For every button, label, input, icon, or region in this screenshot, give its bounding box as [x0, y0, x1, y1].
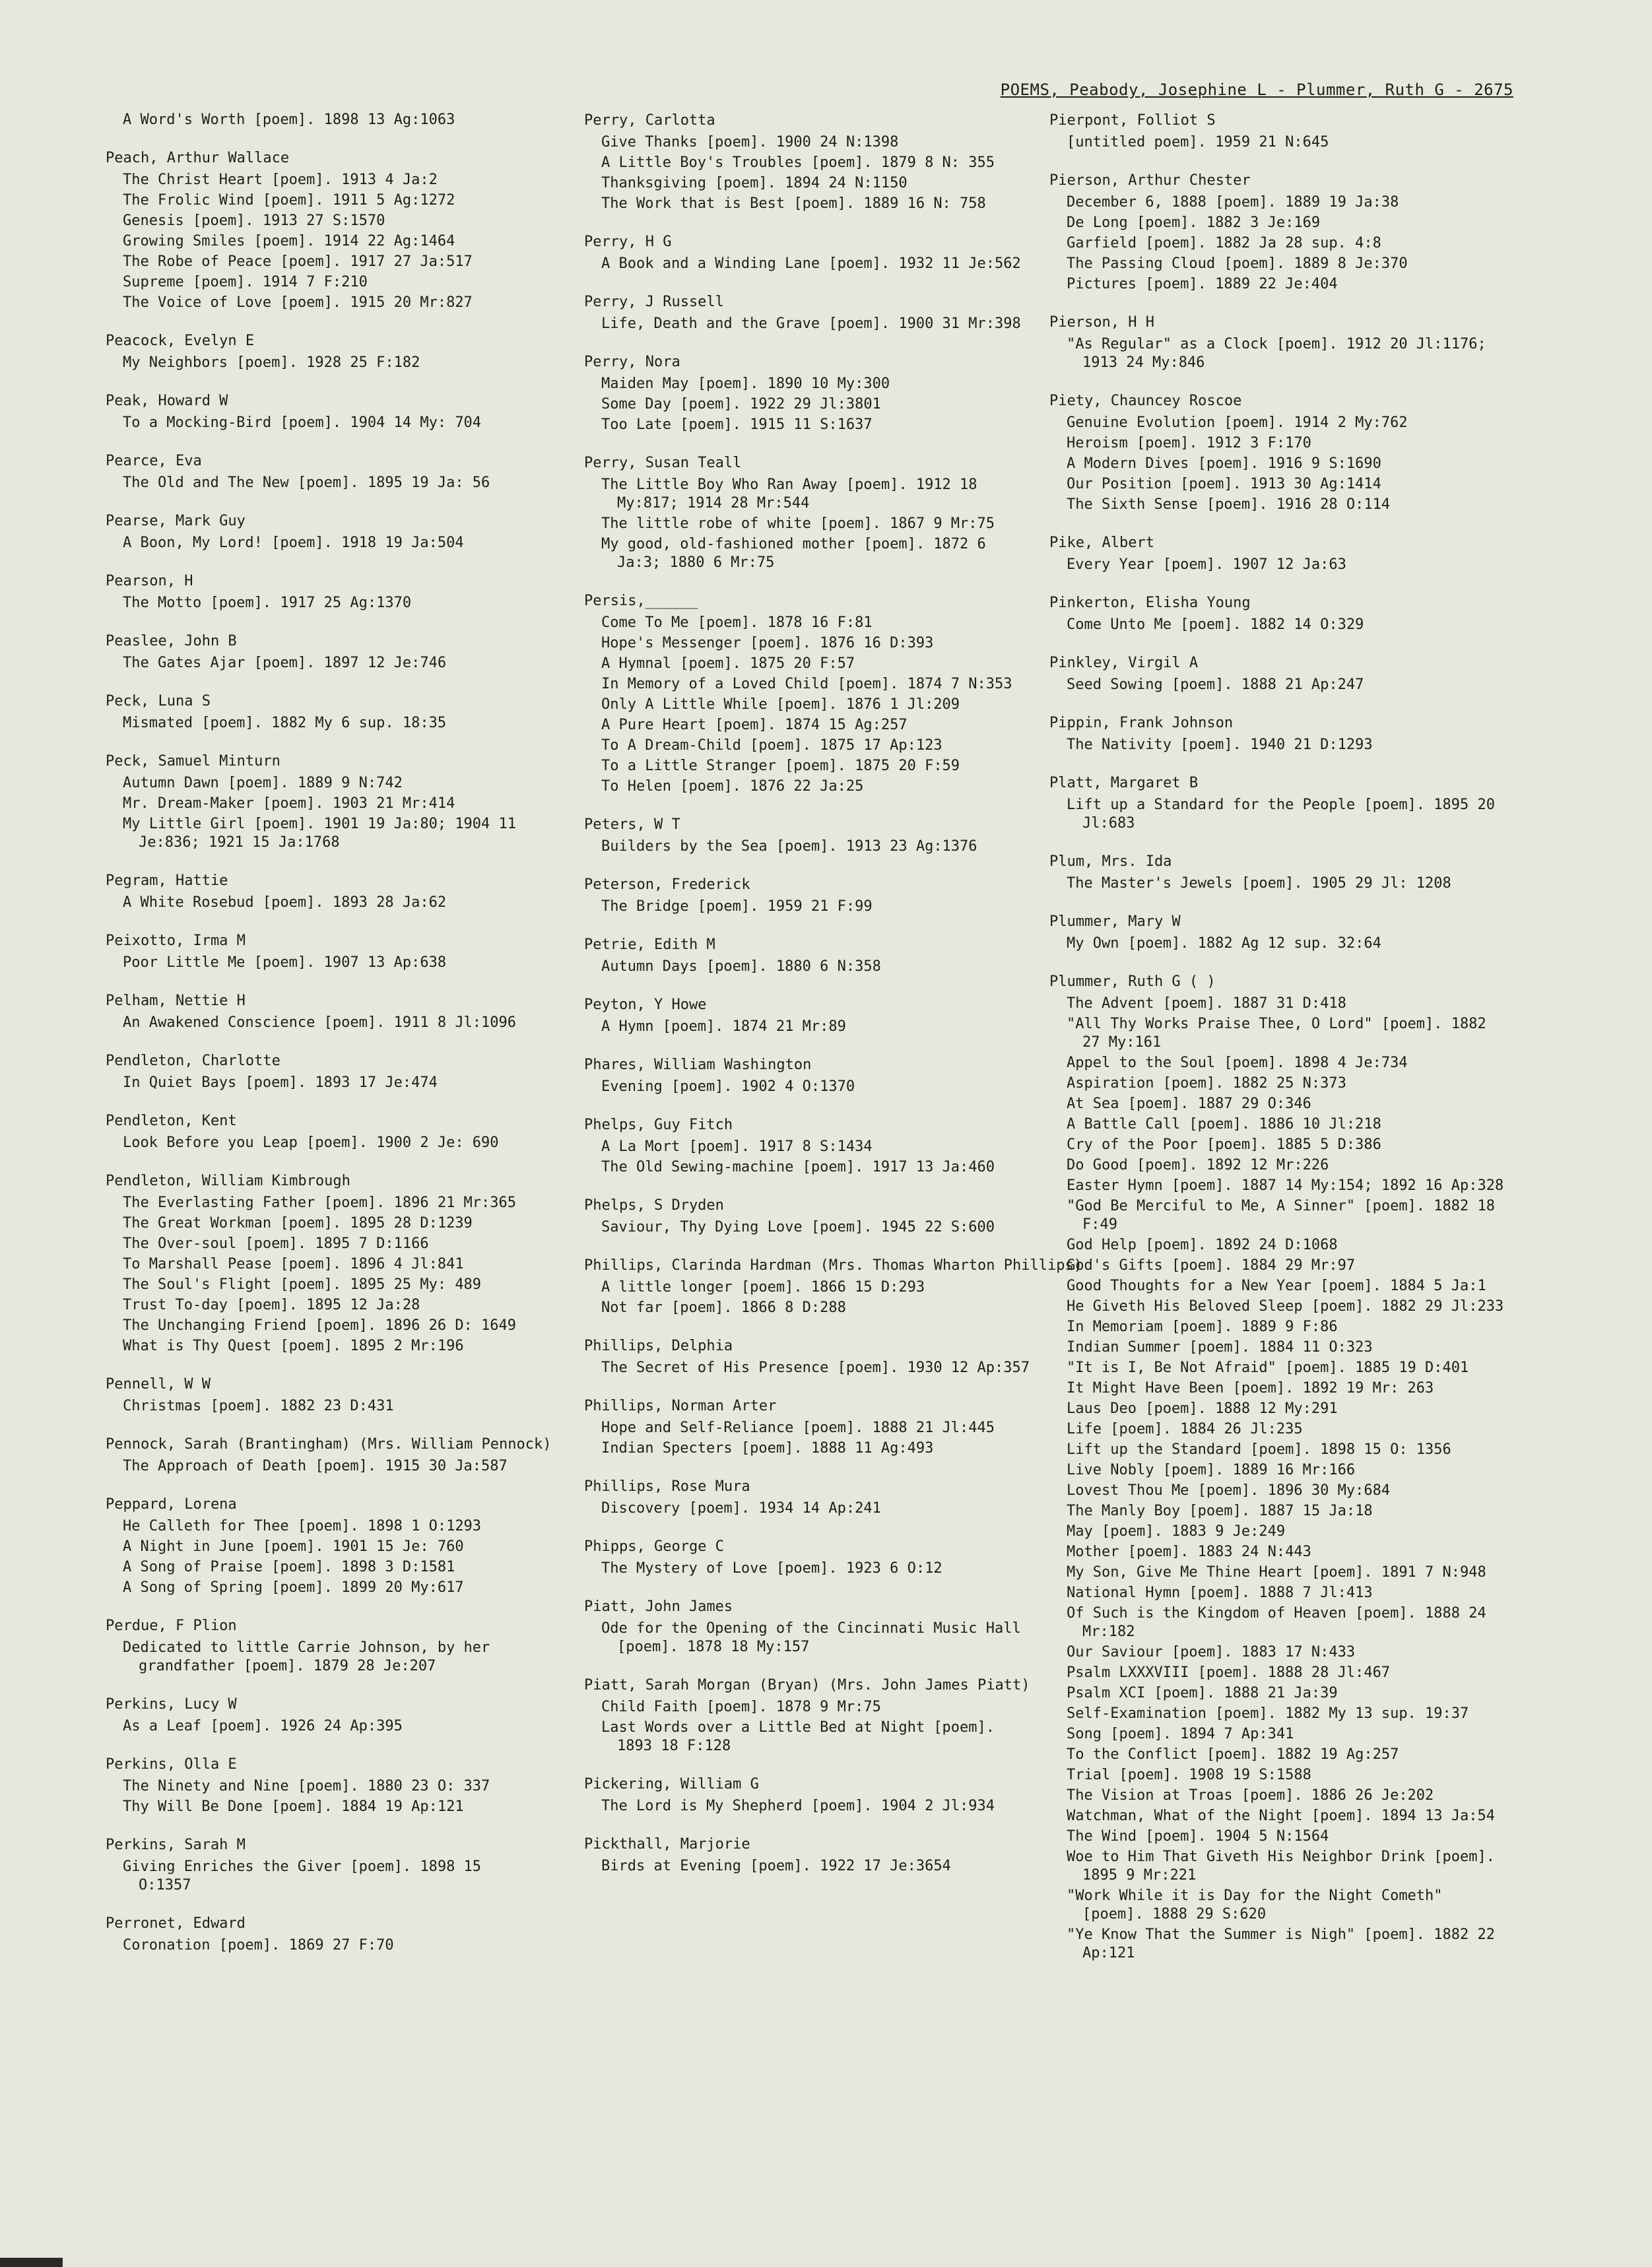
work-citation: The Robe of Peace [poem]. 1917 27 Ja:517 [123, 253, 473, 270]
work-citation: In Quiet Bays [poem]. 1893 17 Je:474 [123, 1074, 438, 1091]
work-citation: Our Position [poem]. 1913 30 Ag:1414 [1067, 476, 1381, 492]
work-citation: Live Nobly [poem]. 1889 16 Mr:166 [1067, 1462, 1356, 1478]
index-entry [1049, 533, 1511, 574]
author-heading: Pelham, Nettie H [106, 993, 246, 1009]
work-citation: Look Before you Leap [poem]. 1900 2 Je: 690 [123, 1134, 499, 1151]
work-citation: He Calleth for Thee [poem]. 1898 1 O:1293 [123, 1518, 482, 1534]
work-citation: Coronation [poem]. 1869 27 F:70 [123, 1937, 394, 1954]
index-entry [584, 1115, 1033, 1177]
work-citation: The Great Workman [poem]. 1895 28 D:1239 [123, 1215, 473, 1232]
author-heading: Perkins, Olla E [106, 1756, 237, 1773]
author-heading: Perry, Nora [584, 354, 680, 370]
index-entry [106, 1835, 535, 1895]
index-entry [584, 232, 1033, 273]
author-heading: Plummer, Mary W [1049, 913, 1181, 930]
work-citation: A Book and a Winding Lane [poem]. 1932 11 Je:562 [601, 255, 1021, 272]
index-entry [1049, 852, 1511, 893]
work-citation: A Battle Call [poem]. 1886 10 Jl:218 [1067, 1116, 1381, 1133]
work-citation: My good, old-fashioned mother [poem]. 1872 6 Ja:3; 1880 6 Mr:75 [601, 536, 986, 571]
author-heading: Pennock, Sarah (Brantingham) (Mrs. William Pennock) [106, 1436, 552, 1453]
work-citation: He Giveth His Beloved Sleep [poem]. 1882 29 Jl:233 [1067, 1298, 1504, 1315]
work-citation: The Christ Heart [poem]. 1913 4 Ja:2 [123, 172, 438, 188]
author-heading: Persis,______ [584, 593, 698, 609]
work-citation: Hope's Messenger [poem]. 1876 16 D:393 [601, 635, 934, 651]
index-entry [1049, 391, 1511, 514]
index-entry [584, 1835, 1033, 1876]
work-citation: Appel to the Soul [poem]. 1898 4 Je:734 [1067, 1055, 1408, 1071]
work-citation: [untitled poem]. 1959 21 N:645 [1067, 134, 1329, 150]
index-entry [1049, 111, 1511, 152]
work-citation: My Son, Give Me Thine Heart [poem]. 1891 7 N:948 [1067, 1564, 1486, 1581]
work-citation: Autumn Dawn [poem]. 1889 9 N:742 [123, 775, 403, 791]
work-citation: A Little Boy's Troubles [poem]. 1879 8 N: 355 [601, 154, 995, 171]
author-heading: Pearse, Mark Guy [106, 513, 246, 529]
index-entry [106, 1695, 535, 1736]
work-citation: "It is I, Be Not Afraid" [poem]. 1885 19 D:401 [1067, 1360, 1469, 1376]
work-citation: It Might Have Been [poem]. 1892 19 Mr: 263 [1067, 1380, 1434, 1396]
author-heading: Platt, Margaret B [1049, 775, 1199, 791]
work-citation: Self-Examination [poem]. 1882 My 13 sup. 19:37 [1067, 1705, 1469, 1722]
index-entry [584, 995, 1033, 1036]
index-entry [584, 935, 1033, 976]
work-citation: Thy Will Be Done [poem]. 1884 19 Ap:121 [123, 1798, 464, 1815]
work-citation: Saviour, Thy Dying Love [poem]. 1945 22 S:600 [601, 1219, 995, 1235]
author-heading: Pippin, Frank Johnson [1049, 715, 1234, 731]
author-heading: Piatt, John James [584, 1598, 733, 1615]
author-heading: Perry, J Russell [584, 294, 724, 310]
author-heading: Perry, Carlotta [584, 112, 715, 129]
work-citation: A Hymnal [poem]. 1875 20 F:57 [601, 655, 855, 672]
author-heading: Pike, Albert [1049, 535, 1154, 551]
author-heading: Piety, Chauncey Roscoe [1049, 393, 1242, 409]
work-citation: As a Leaf [poem]. 1926 24 Ap:395 [123, 1718, 403, 1734]
work-citation: Supreme [poem]. 1914 7 F:210 [123, 274, 368, 290]
work-citation: Life [poem]. 1884 26 Jl:235 [1067, 1421, 1303, 1437]
work-citation: The Vision at Troas [poem]. 1886 26 Je:202 [1067, 1787, 1434, 1804]
running-header: POEMS, Peabody, Josephine L - Plummer, Ruth G - 2675 [1000, 81, 1513, 99]
author-heading: Peixotto, Irma M [106, 933, 246, 949]
work-citation: The Passing Cloud [poem]. 1889 8 Je:370 [1067, 255, 1408, 272]
index-entry [1049, 313, 1511, 372]
index-entry [106, 632, 535, 673]
work-citation: A White Rosebud [poem]. 1893 28 Ja:62 [123, 894, 447, 911]
work-citation: My Little Girl [poem]. 1901 19 Ja:80; 1904 11 Je:836; 1921 15 Ja:1768 [123, 816, 517, 851]
index-entry [584, 1477, 1033, 1518]
work-citation: Lift up the Standard [poem]. 1898 15 O: 1356 [1067, 1441, 1451, 1458]
author-heading: Perdue, F Plion [106, 1618, 237, 1634]
author-heading: Pegram, Hattie [106, 872, 228, 889]
author-heading: Peach, Arthur Wallace [106, 150, 290, 166]
index-entry [584, 1775, 1033, 1816]
author-heading: Perry, H G [584, 234, 672, 250]
index-entry [1049, 653, 1511, 694]
work-citation: The Old Sewing-machine [poem]. 1917 13 Ja:460 [601, 1159, 995, 1175]
index-entry [106, 572, 535, 612]
work-citation: To a Little Stranger [poem]. 1875 20 F:59 [601, 758, 960, 774]
work-citation: May [poem]. 1883 9 Je:249 [1067, 1523, 1286, 1540]
work-citation: Laus Deo [poem]. 1888 12 My:291 [1067, 1400, 1338, 1417]
work-citation: Giving Enriches the Giver [poem]. 1898 15 O:1357 [123, 1858, 482, 1893]
scan-edge-bar [0, 2258, 63, 2267]
work-citation: The Motto [poem]. 1917 25 Ag:1370 [123, 595, 412, 611]
work-citation: The Manly Boy [poem]. 1887 15 Ja:18 [1067, 1503, 1373, 1519]
index-entry [1049, 773, 1511, 833]
index-entry [106, 1171, 535, 1356]
author-heading: Perkins, Sarah M [106, 1837, 246, 1853]
work-citation: Not far [poem]. 1866 8 D:288 [601, 1299, 846, 1316]
work-citation: The Little Boy Who Ran Away [poem]. 1912 18 My:817; 1914 28 Mr:544 [601, 476, 977, 511]
index-entry [106, 511, 535, 552]
index-entry [106, 692, 535, 733]
work-citation: A Hymn [poem]. 1874 21 Mr:89 [601, 1018, 846, 1035]
work-citation: Discovery [poem]. 1934 14 Ap:241 [601, 1500, 881, 1517]
index-entry [106, 1435, 552, 1476]
index-entry [584, 111, 1033, 213]
work-citation: December 6, 1888 [poem]. 1889 19 Ja:38 [1067, 194, 1399, 211]
index-entry [106, 331, 535, 372]
work-citation: Song [poem]. 1894 7 Ap:341 [1067, 1726, 1294, 1742]
author-heading: Phillips, Norman Arter [584, 1398, 777, 1414]
index-entry [584, 1196, 1033, 1237]
author-heading: Peak, Howard W [106, 393, 228, 409]
index-entry [106, 1111, 535, 1152]
work-citation: Good Thoughts for a New Year [poem]. 1884 5 Ja:1 [1067, 1278, 1486, 1294]
index-entry [584, 591, 1033, 796]
author-heading: Pickering, William G [584, 1776, 759, 1792]
work-citation: "All Thy Works Praise Thee, O Lord" [poem]. 1882 27 My:161 [1067, 1016, 1486, 1051]
author-heading: Pinkerton, Elisha Young [1049, 595, 1251, 611]
work-citation: Mr. Dream-Maker [poem]. 1903 21 Mr:414 [123, 795, 455, 812]
work-citation: De Long [poem]. 1882 3 Je:169 [1067, 214, 1321, 231]
author-heading: Pendleton, Charlotte [106, 1053, 281, 1069]
author-heading: Pinkley, Virgil A [1049, 655, 1199, 671]
work-citation: Every Year [poem]. 1907 12 Ja:63 [1067, 556, 1346, 573]
work-citation: To A Dream-Child [poem]. 1875 17 Ap:123 [601, 737, 942, 754]
author-heading: Peters, W T [584, 816, 680, 833]
author-heading: Phares, William Washington [584, 1057, 812, 1073]
work-citation: To the Conflict [poem]. 1882 19 Ag:257 [1067, 1746, 1399, 1763]
work-citation: A Song of Praise [poem]. 1898 3 D:1581 [123, 1559, 455, 1575]
work-citation: Poor Little Me [poem]. 1907 13 Ap:638 [123, 954, 447, 971]
index-entry [106, 1616, 535, 1676]
author-heading: Phelps, Guy Fitch [584, 1117, 733, 1133]
work-citation: National Hymn [poem]. 1888 7 Jl:413 [1067, 1585, 1373, 1601]
work-citation: Indian Summer [poem]. 1884 11 O:323 [1067, 1339, 1373, 1356]
work-citation: My Own [poem]. 1882 Ag 12 sup. 32:64 [1067, 935, 1381, 952]
work-citation: An Awakened Conscience [poem]. 1911 8 Jl:1096 [123, 1014, 517, 1031]
index-entry [106, 991, 535, 1032]
work-citation: A Night in June [poem]. 1901 15 Je: 760 [123, 1538, 464, 1555]
work-citation: God's Gifts [poem]. 1884 29 Mr:97 [1067, 1257, 1356, 1274]
index-entry [584, 453, 1033, 572]
work-citation: The Bridge [poem]. 1959 21 F:99 [601, 898, 873, 915]
work-citation: Give Thanks [poem]. 1900 24 N:1398 [601, 134, 899, 150]
author-heading: Piatt, Sarah Morgan (Bryan) (Mrs. John James Piatt) [584, 1677, 1030, 1693]
work-citation: A Boon, My Lord! [poem]. 1918 19 Ja:504 [123, 535, 464, 551]
work-citation: Some Day [poem]. 1922 29 Jl:3801 [601, 396, 881, 412]
work-citation: Lift up a Standard for the People [poem]. 1895 20 Jl:683 [1067, 797, 1496, 832]
work-citation: Birds at Evening [poem]. 1922 17 Je:3654 [601, 1858, 951, 1874]
work-citation: Heroism [poem]. 1912 3 F:170 [1067, 435, 1311, 451]
index-entry [106, 1495, 535, 1597]
index-entry [106, 451, 535, 492]
work-citation: The Everlasting Father [poem]. 1896 21 Mr:365 [123, 1195, 517, 1211]
index-entry [584, 352, 1033, 434]
work-citation: The little robe of white [poem]. 1867 9 Mr:75 [601, 515, 995, 532]
work-citation: Genuine Evolution [poem]. 1914 2 My:762 [1067, 414, 1408, 431]
work-citation: Of Such is the Kingdom of Heaven [poem]. 1888 24 Mr:182 [1067, 1605, 1486, 1640]
work-citation: Autumn Days [poem]. 1880 6 N:358 [601, 958, 881, 975]
work-citation: Trial [poem]. 1908 19 S:1588 [1067, 1767, 1311, 1783]
work-citation: "As Regular" as a Clock [poem]. 1912 20 Jl:1176; 1913 24 My:846 [1067, 336, 1486, 371]
author-heading: Phillips, Delphia [584, 1338, 733, 1354]
author-heading: Phillips, Rose Mura [584, 1478, 750, 1495]
work-citation: To Marshall Pease [poem]. 1896 4 Jl:841 [123, 1256, 464, 1272]
index-entry [106, 1755, 535, 1816]
author-heading: Peck, Samuel Minturn [106, 753, 281, 770]
work-citation: "God Be Merciful to Me, A Sinner" [poem]. 1882 18 F:49 [1067, 1198, 1496, 1233]
author-heading: Peterson, Frederick [584, 876, 750, 893]
work-citation: Christmas [poem]. 1882 23 D:431 [123, 1398, 394, 1414]
index-entry [584, 1055, 1033, 1096]
author-heading: Peck, Luna S [106, 693, 211, 709]
work-citation: Come Unto Me [poem]. 1882 14 O:329 [1067, 616, 1364, 633]
column-3 [1049, 111, 1511, 1982]
author-heading: Pendleton, William Kimbrough [106, 1173, 350, 1189]
author-heading: Pearce, Eva [106, 453, 202, 469]
work-citation: My Neighbors [poem]. 1928 25 F:182 [123, 354, 420, 371]
work-citation: Seed Sowing [poem]. 1888 21 Ap:247 [1067, 676, 1364, 693]
work-citation: The Advent [poem]. 1887 31 D:418 [1067, 995, 1346, 1012]
work-citation: In Memory of a Loved Child [poem]. 1874 7 N:353 [601, 676, 1012, 692]
author-heading: Petrie, Edith M [584, 936, 715, 953]
work-citation: The Sixth Sense [poem]. 1916 28 O:114 [1067, 496, 1391, 513]
author-heading: Peaslee, John B [106, 633, 237, 649]
author-heading: Pierson, Arthur Chester [1049, 172, 1251, 189]
work-citation: A Song of Spring [poem]. 1899 20 My:617 [123, 1579, 464, 1596]
author-heading: Pendleton, Kent [106, 1113, 237, 1129]
work-citation: Only A Little While [poem]. 1876 1 Jl:209 [601, 696, 960, 713]
work-citation: Too Late [poem]. 1915 11 S:1637 [601, 416, 873, 433]
work-citation: The Secret of His Presence [poem]. 1930 12 Ap:357 [601, 1360, 1030, 1376]
index-entry [106, 752, 535, 852]
work-citation: Dedicated to little Carrie Johnson, by her grandfather [poem]. 1879 28 Je:207 [123, 1639, 490, 1674]
index-entry [106, 111, 535, 129]
author-heading: Pickthall, Marjorie [584, 1836, 750, 1853]
column-2 [584, 111, 1082, 1895]
work-citation: A Word's Worth [poem]. 1898 13 Ag:1063 [123, 112, 455, 128]
work-citation: Aspiration [poem]. 1882 25 N:373 [1067, 1075, 1346, 1092]
work-citation: Psalm LXXXVIII [poem]. 1888 28 Jl:467 [1067, 1664, 1391, 1681]
author-heading: Phillips, Clarinda Hardman (Mrs. Thomas Wharton Phillips) [584, 1257, 1082, 1274]
work-citation: Woe to Him That Giveth His Neighbor Drink [poem]. 1895 9 Mr:221 [1067, 1849, 1496, 1884]
work-citation: "Ye Know That the Summer is Nigh" [poem]. 1882 22 Ap:121 [1067, 1926, 1496, 1961]
work-citation: "Work While it is Day for the Night Cometh" [poem]. 1888 29 S:620 [1067, 1888, 1443, 1922]
index-entry [584, 1336, 1033, 1377]
work-citation: Builders by the Sea [poem]. 1913 23 Ag:1376 [601, 838, 977, 855]
index-entry [106, 1375, 535, 1416]
work-citation: Lovest Thou Me [poem]. 1896 30 My:684 [1067, 1482, 1391, 1499]
work-citation: Evening [poem]. 1902 4 O:1370 [601, 1078, 855, 1095]
work-citation: A Modern Dives [poem]. 1916 9 S:1690 [1067, 455, 1381, 472]
work-citation: God Help [poem]. 1892 24 D:1068 [1067, 1237, 1338, 1253]
author-heading: Plum, Mrs. Ida [1049, 853, 1172, 870]
work-citation: Mother [poem]. 1883 24 N:443 [1067, 1544, 1311, 1560]
work-citation: The Over-soul [poem]. 1895 7 D:1166 [123, 1235, 429, 1252]
index-entry [584, 1597, 1033, 1657]
index-entry [584, 1396, 1033, 1458]
work-citation: The Lord is My Shepherd [poem]. 1904 2 Jl:934 [601, 1798, 995, 1814]
work-citation: Garfield [poem]. 1882 Ja 28 sup. 4:8 [1067, 235, 1381, 251]
index-entry [106, 1051, 535, 1092]
author-heading: Phipps, George C [584, 1538, 724, 1555]
work-citation: Indian Specters [poem]. 1888 11 Ag:493 [601, 1440, 934, 1457]
work-citation: Come To Me [poem]. 1878 16 F:81 [601, 614, 873, 631]
work-citation: The Voice of Love [poem]. 1915 20 Mr:827 [123, 294, 473, 311]
index-entry [106, 871, 535, 912]
work-citation: The Approach of Death [poem]. 1915 30 Ja:587 [123, 1458, 508, 1474]
work-citation: The Work that is Best [poem]. 1889 16 N: 758 [601, 195, 986, 212]
index-entry [106, 148, 535, 312]
work-citation: Last Words over a Little Bed at Night [poem]. 1893 18 F:128 [601, 1719, 995, 1754]
author-heading: Pearson, H [106, 573, 193, 589]
author-heading: Plummer, Ruth G ( ) [1049, 973, 1216, 990]
work-citation: Easter Hymn [poem]. 1887 14 My:154; 1892 16 Ap:328 [1067, 1177, 1504, 1194]
author-heading: Perry, Susan Teall [584, 455, 742, 471]
index-entry [106, 931, 535, 972]
index-entry [1049, 593, 1511, 634]
index-entry [584, 1537, 1033, 1578]
work-citation: Mismated [poem]. 1882 My 6 sup. 18:35 [123, 715, 447, 731]
author-heading: Peppard, Lorena [106, 1496, 237, 1513]
index-entry [106, 391, 535, 432]
work-citation: The Wind [poem]. 1904 5 N:1564 [1067, 1828, 1329, 1845]
author-heading: Perronet, Edward [106, 1915, 246, 1932]
index-entry [584, 815, 1033, 856]
work-citation: The Old and The New [poem]. 1895 19 Ja: 56 [123, 475, 490, 491]
work-citation: The Unchanging Friend [poem]. 1896 26 D: 1649 [123, 1317, 517, 1334]
index-entry [1049, 171, 1511, 294]
index-entry [584, 292, 1033, 333]
author-heading: Pierpont, Folliot S [1049, 112, 1216, 129]
work-citation: Trust To-day [poem]. 1895 12 Ja:28 [123, 1297, 420, 1313]
work-citation: The Soul's Flight [poem]. 1895 25 My: 489 [123, 1276, 482, 1293]
work-citation: Growing Smiles [poem]. 1914 22 Ag:1464 [123, 233, 455, 249]
index-entry [1049, 972, 1511, 1963]
work-citation: A La Mort [poem]. 1917 8 S:1434 [601, 1138, 873, 1155]
author-heading: Pennell, W W [106, 1376, 211, 1393]
work-citation: A Pure Heart [poem]. 1874 15 Ag:257 [601, 717, 908, 733]
work-citation: The Mystery of Love [poem]. 1923 6 O:12 [601, 1560, 942, 1577]
work-citation: Maiden May [poem]. 1890 10 My:300 [601, 376, 890, 392]
index-entry [584, 1676, 1033, 1756]
author-heading: Phelps, S Dryden [584, 1197, 724, 1214]
author-heading: Peyton, Y Howe [584, 997, 707, 1013]
work-citation: Our Saviour [poem]. 1883 17 N:433 [1067, 1644, 1356, 1660]
work-citation: To a Mocking-Bird [poem]. 1904 14 My: 704 [123, 414, 482, 431]
work-citation: Genesis [poem]. 1913 27 S:1570 [123, 213, 385, 229]
index-entry [584, 1256, 1082, 1317]
index-entry [584, 875, 1033, 916]
work-citation: Watchman, What of the Night [poem]. 1894 13 Ja:54 [1067, 1808, 1496, 1824]
work-citation: The Ninety and Nine [poem]. 1880 23 O: 337 [123, 1778, 490, 1794]
column-1 [106, 111, 552, 1974]
work-citation: Do Good [poem]. 1892 12 Mr:226 [1067, 1157, 1329, 1173]
work-citation: Ode for the Opening of the Cincinnati Music Hall [poem]. 1878 18 My:157 [601, 1620, 1021, 1655]
work-citation: The Frolic Wind [poem]. 1911 5 Ag:1272 [123, 192, 455, 209]
work-citation: Psalm XCI [poem]. 1888 21 Ja:39 [1067, 1685, 1338, 1701]
work-citation: The Master's Jewels [poem]. 1905 29 Jl: 1208 [1067, 875, 1451, 892]
author-heading: Pierson, H H [1049, 314, 1154, 331]
work-citation: Child Faith [poem]. 1878 9 Mr:75 [601, 1699, 881, 1715]
author-heading: Peacock, Evelyn E [106, 333, 255, 349]
work-citation: A little longer [poem]. 1866 15 D:293 [601, 1279, 925, 1296]
work-citation: The Nativity [poem]. 1940 21 D:1293 [1067, 737, 1373, 753]
work-citation: Thanksgiving [poem]. 1894 24 N:1150 [601, 175, 908, 191]
index-entry [1049, 912, 1511, 953]
work-citation: Hope and Self-Reliance [poem]. 1888 21 Jl:445 [601, 1420, 995, 1436]
work-citation: The Gates Ajar [poem]. 1897 12 Je:746 [123, 655, 447, 671]
work-citation: Life, Death and the Grave [poem]. 1900 31 Mr:398 [601, 315, 1021, 332]
work-citation: To Helen [poem]. 1876 22 Ja:25 [601, 778, 864, 795]
work-citation: At Sea [poem]. 1887 29 O:346 [1067, 1096, 1311, 1112]
author-heading: Perkins, Lucy W [106, 1696, 237, 1713]
index-entry [106, 1914, 535, 1955]
work-citation: Pictures [poem]. 1889 22 Je:404 [1067, 276, 1338, 292]
work-citation: Cry of the Poor [poem]. 1885 5 D:386 [1067, 1136, 1381, 1153]
index-entry [1049, 713, 1511, 754]
work-citation: In Memoriam [poem]. 1889 9 F:86 [1067, 1319, 1338, 1335]
work-citation: What is Thy Quest [poem]. 1895 2 Mr:196 [123, 1338, 464, 1354]
